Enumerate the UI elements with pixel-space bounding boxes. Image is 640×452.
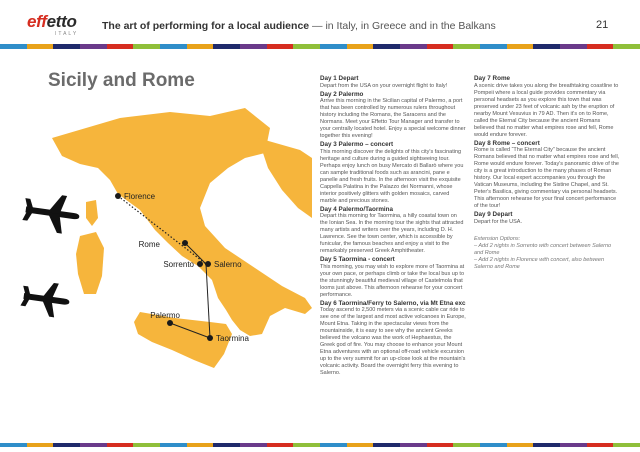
- rule-segment: [53, 44, 80, 49]
- rule-segment: [560, 44, 587, 49]
- rule-segment: [453, 443, 480, 447]
- rule-segment: [293, 443, 320, 447]
- rule-segment: [560, 443, 587, 447]
- day-description: Depart from the USA on your overnight flight to Italy!: [320, 82, 448, 89]
- day-description: Rome is called “The Eternal City” because the ancient Romans believed that no matter what empires rose and fell, Rome would endure forever. Today's panoramic drive of the city is a great introduction to the many phases of Roman history. Our local expert accompanies you through the Vatican Museums, including the Sistine Chapel, and St. Peter's Basilica, giving commentary via personal headsets. This afternoon rehearse for your final concert performance of the tour!: [474, 147, 620, 209]
- rule-segment: [507, 443, 534, 447]
- rule-segment: [133, 44, 160, 49]
- rule-segment: [587, 44, 614, 49]
- day-heading: Day 6 Taormina/Ferry to Salerno, via Mt Etna exc: [320, 299, 466, 307]
- rule-segment: [213, 44, 240, 49]
- rule-segment: [240, 443, 267, 447]
- rule-segment: [613, 44, 640, 49]
- city-dot-sorrento: [197, 261, 203, 267]
- rule-segment: [373, 443, 400, 447]
- rule-segment: [187, 44, 214, 49]
- city-label-sorrento: Sorrento: [163, 260, 194, 269]
- itinerary-map: [0, 98, 312, 428]
- rule-segment: [107, 44, 134, 49]
- day-heading: Day 7 Rome: [474, 75, 511, 82]
- day-description: Arrive this morning in the Sicilian capital of Palermo, a port that has been controlled by numerous rulers throughout history including the Romans, the Saracens and the Normans. Meet your Effetto Tour Manager and transfer to your centrally located hotel. Enjoy a special welcome dinner together this evening!: [320, 98, 466, 139]
- day-description: Depart for the USA.: [474, 218, 522, 225]
- effetto-logo: [27, 12, 87, 38]
- rule-segment: [427, 443, 454, 447]
- day-heading: Day 3 Palermo – concert: [320, 141, 394, 148]
- day-description: A scenic drive takes you along the breathtaking coastline to Pompeii where a local guide provides commentary via personal headsets as you explore this town that was preserved under 23 feet of volcanic ash by the eruption of nearby Mount Vesuvius in 79 AD. Then it's on to Rome, called the Eternal City because the ancient Romans believed that no matter what empires rose and fell, Rome would endure forever.: [474, 82, 619, 138]
- rule-segment: [427, 44, 454, 49]
- day-description: This morning discover the delights of this city's fascinating heritage and culture during a guided sightseeing tour. Perhaps enjoy lunch on busy Mercato di Ballarò where you can sample traditional foods such as arancini, pane e panelle and fresh fruits. In the afternoon visit the exquisite Cappella Palatina in the Palazzo dei Normanni, whose interior positively glitters with golden mosaics, carved marble and precious stones.: [320, 148, 464, 204]
- city-dot-palermo: [167, 320, 173, 326]
- rule-segment: [533, 443, 560, 447]
- rule-segment: [480, 44, 507, 49]
- rule-segment: [453, 44, 480, 49]
- rule-segment: [373, 44, 400, 49]
- page-header: [0, 0, 640, 46]
- rule-segment: [293, 44, 320, 49]
- rule-segment: [507, 44, 534, 49]
- footer-color-rule: [0, 443, 640, 447]
- rule-segment: [187, 443, 214, 447]
- city-dot-florence: [115, 193, 121, 199]
- rule-segment: [480, 443, 507, 447]
- extension-options: [474, 236, 620, 271]
- rule-segment: [80, 443, 107, 447]
- day-description: Today ascend to 2,500 meters via a scenic cable car ride to see one of the largest and most active volcanoes in Europe, Mount Etna. Taking in the spectacular views from the mountainside, it is easy to see why the ancient Greeks believed the volcano was the work of Hephaestus, the Greek god of fire. You may choose to enhance your Mount Etna adventures with an optional off-road vehicle excursion up to the very summit for an up-close look at the mountain's volcanic activity. Board the overnight ferry this evening to Salerno.: [320, 307, 466, 376]
- rule-segment: [0, 44, 27, 49]
- day-description: Depart this morning for Taormina, a hilly coastal town on the Ionian Sea. In the morning tour the sights that attracted many artists and writers over the years, including D. H. Lawrence. See the town center, which is accessible by funicular, the famous beaches and enjoy a visit to the remarkably preserved Greek Amphitheater.: [320, 213, 464, 254]
- sardinia-shape: [76, 232, 104, 294]
- rule-segment: [240, 44, 267, 49]
- rule-segment: [347, 443, 374, 447]
- rule-segment: [613, 443, 640, 447]
- rule-segment: [587, 443, 614, 447]
- extension-option-item: – Add 2 nights in Sorrento with concert between Salerno and Rome: [474, 242, 612, 256]
- rule-segment: [27, 44, 54, 49]
- airplane-icon: [21, 190, 82, 235]
- day-heading: Day 9 Depart: [474, 211, 513, 218]
- city-label-rome: Rome: [138, 240, 160, 249]
- rule-segment: [320, 443, 347, 447]
- logo-subtitle: ITALY: [55, 31, 79, 37]
- city-label-palermo: Palermo: [150, 311, 180, 320]
- rule-segment: [27, 443, 54, 447]
- extension-options-title: Extension Options:: [474, 235, 521, 242]
- rule-segment: [80, 44, 107, 49]
- rule-segment: [267, 44, 294, 49]
- city-label-florence: Florence: [124, 192, 156, 201]
- rule-segment: [53, 443, 80, 447]
- day-heading: Day 2 Palermo: [320, 90, 364, 98]
- rule-segment: [533, 44, 560, 49]
- rule-segment: [213, 443, 240, 447]
- balkans-coast-shape: [258, 138, 312, 218]
- corsica-shape: [86, 200, 98, 226]
- itinerary-column-1: [320, 74, 466, 377]
- rule-segment: [400, 443, 427, 447]
- day-description: This morning, you may wish to explore more of Taormina at your own pace, or perhaps climb or take the local bus up to the stunningly beautiful medieval village of Castelmola that looms just above. This afternoon rehearse for your concert performance.: [320, 263, 465, 298]
- extension-option-item: – Add 2 nights in Florence with concert, also between Salerno and Rome: [474, 256, 605, 270]
- city-dot-taormina: [207, 335, 213, 341]
- day-heading: Day 5 Taormina - concert: [320, 256, 395, 263]
- header-color-rule: [0, 44, 640, 49]
- header-title-rest: — in Italy, in Greece and in the Balkans: [309, 20, 496, 32]
- page-number: 21: [596, 19, 609, 31]
- itinerary-column-2: [474, 74, 620, 271]
- city-label-taormina: Taormina: [216, 334, 249, 343]
- day-heading: Day 8 Rome – concert: [474, 139, 540, 147]
- section-title: Sicily and Rome: [48, 70, 195, 91]
- rule-segment: [347, 44, 374, 49]
- airplane-icon: [19, 279, 71, 319]
- rule-segment: [400, 44, 427, 49]
- rule-segment: [267, 443, 294, 447]
- rule-segment: [107, 443, 134, 447]
- city-label-salerno: Salerno: [214, 260, 242, 269]
- day-heading: Day 1 Depart: [320, 75, 359, 82]
- city-dot-rome: [182, 240, 188, 246]
- city-dot-salerno: [205, 261, 211, 267]
- day-heading: Day 4 Palermo/Taormina: [320, 205, 394, 213]
- header-title-lead: The art of performing for a local audience: [102, 20, 310, 32]
- logo-wordmark: effetto: [27, 12, 77, 31]
- rule-segment: [133, 443, 160, 447]
- rule-segment: [0, 443, 27, 447]
- rule-segment: [160, 443, 187, 447]
- rule-segment: [160, 44, 187, 49]
- page-header-title: [102, 20, 496, 32]
- rule-segment: [320, 44, 347, 49]
